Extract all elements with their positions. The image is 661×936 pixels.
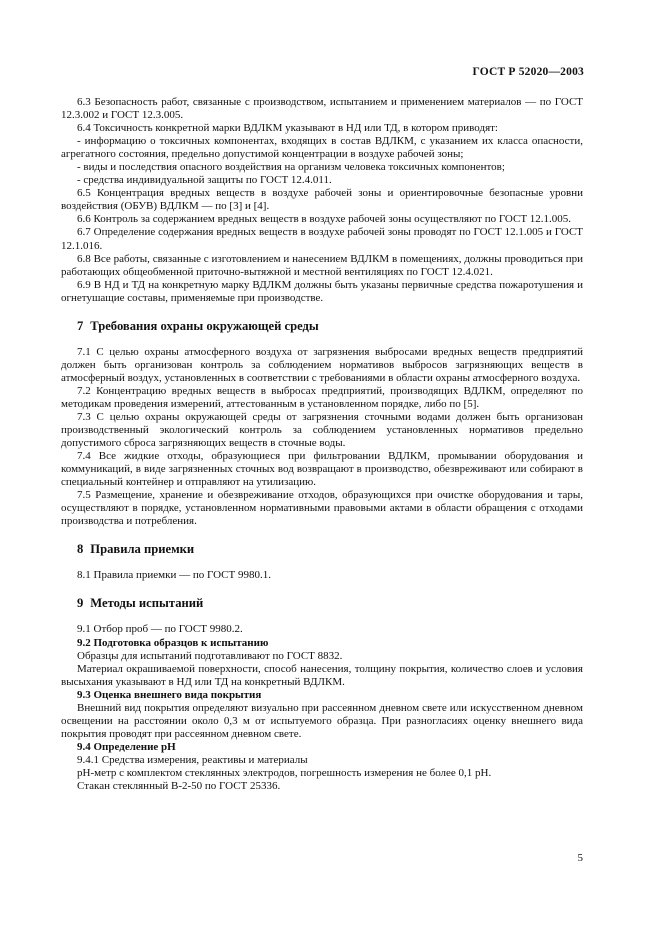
paragraph-7-3: 7.3 С целью охраны окружающей среды от загрязнения сточными водами должен быть организован производственный экологический контроль за соблюдением установленных нормативов предельно допустимого сброса загрязняющих веществ в сточные воды. [61,410,583,450]
paragraph-7-5: 7.5 Размещение, хранение и обезвреживание отходов, образующихся при очистке оборудования и тары, осуществляют в порядке, установленном нормативными правовыми актами в области обращения с отходами производства и потребления. [61,489,583,528]
section-8-number: 8 [77,542,84,557]
paragraph-6-6: 6.6 Контроль за содержанием вредных веществ в воздухе рабочей зоны осуществляют по ГОСТ 12.1.005. [77,213,572,226]
paragraph-9-4-1a: рН-метр с комплектом стеклянных электродов, погрешность измерения не более 0,1 рН. [77,766,492,779]
paragraph-7-2: 7.2 Концентрацию вредных веществ в выбросах предприятий, производящих ВДЛКМ, определяют по методикам проведения измерений, аттестованным в установленном порядке, либо по [5]. [61,384,583,410]
paragraph-6-3: 6.3 Безопасность работ, связанные с производством, испытанием и применением материалов — по ГОСТ 12.3.002 и ГОСТ 12.3.005. [61,96,583,122]
document-body [61,96,583,793]
section-7-number: 7 [77,318,84,333]
paragraph-9-4-1b: Стакан стеклянный В-2-50 по ГОСТ 25336. [77,780,281,793]
paragraph-6-9: 6.9 В НД и ТД на конкретную марку ВДЛКМ должны быть указаны первичные средства пожаротушения и огнетушащие составы, применяемые при производстве. [61,278,583,304]
paragraph-9-2a: Образцы для испытаний подготавливают по ГОСТ 8832. [77,649,343,662]
list-item-protection: - средства индивидуальной защиты по ГОСТ 12.4.011. [77,174,332,187]
subheading-9-3: 9.3 Оценка внешнего вида покрытия [77,688,262,701]
paragraph-6-5: 6.5 Концентрация вредных веществ в воздухе рабочей зоны и ориентировочные безопасные уровни воздействия (ОБУВ) ВДЛКМ — по [3] и [4]. [61,187,583,213]
paragraph-9-2b: Материал окрашиваемой поверхности, способ нанесения, толщину покрытия, количество слоев и условия высыхания указывают в НД или ТД на конкретный ВДЛКМ. [61,662,583,688]
subheading-9-2: 9.2 Подготовка образцов к испытанию [77,636,269,649]
paragraph-9-1: 9.1 Отбор проб — по ГОСТ 9980.2. [77,623,243,636]
subheading-9-4: 9.4 Определение рН [77,740,176,753]
paragraph-8-1: 8.1 Правила приемки — по ГОСТ 9980.1. [77,569,271,582]
section-9-heading [77,596,583,611]
section-8-heading [77,542,583,557]
section-7-heading [77,319,583,334]
section-8-title: Правила приемки [90,542,195,557]
paragraph-6-4: 6.4 Токсичность конкретной марки ВДЛКМ указывают в НД или ТД, в котором приводят: [77,122,498,135]
page-number: 5 [577,852,583,864]
document-header: ГОСТ Р 52020—2003 [472,66,584,78]
paragraph-6-8: 6.8 Все работы, связанные с изготовлением и нанесением ВДЛКМ в помещениях, должны проводиться при работающих общеобменной приточно-вытяжной и местной вентиляциях по ГОСТ 12.4.021. [61,252,583,278]
paragraph-6-7: 6.7 Определение содержания вредных веществ в воздухе рабочей зоны проводят по ГОСТ 12.1.005 и ГОСТ 12.1.016. [61,226,583,252]
section-7-title: Требования охраны окружающей среды [90,318,319,333]
list-item-effects: - виды и последствия опасного воздействия на организм человека токсичных компонентов; [77,161,505,174]
paragraph-7-4: 7.4 Все жидкие отходы, образующиеся при фильтровании ВДЛКМ, промывании оборудования и коммуникаций, в виде загрязненных сточных вод возвращают в производство, обезвреживают или собирают в специальный контейнер и отправляют на утилизацию. [61,450,583,489]
section-9-number: 9 [77,596,84,611]
paragraph-9-4-1: 9.4.1 Средства измерения, реактивы и материалы [77,753,308,766]
paragraph-7-1: 7.1 С целью охраны атмосферного воздуха от загрязнения выбросами вредных веществ предприятий должен быть организован контроль за соблюдением нормативов выбросов загрязняющих веществ в атмосферный воздух, установленных в соответствии с требованиями в области охраны атмосферного воздуха. [61,345,583,384]
section-9-title: Методы испытаний [90,596,204,611]
paragraph-9-3: Внешний вид покрытия определяют визуально при рассеянном дневном свете или искусственном дневном освещении на расстоянии около 0,3 м от испытуемого образца. При разногласиях оценку внешнего вида покрытия проводят при рассеянном дневном свете. [61,701,583,740]
list-item-toxic-components: - информацию о токсичных компонентах, входящих в состав ВДЛКМ, с указанием их класса опасности, агрегатного состояния, предельно допустимой концентрации в воздухе рабочей зоны; [61,135,583,161]
